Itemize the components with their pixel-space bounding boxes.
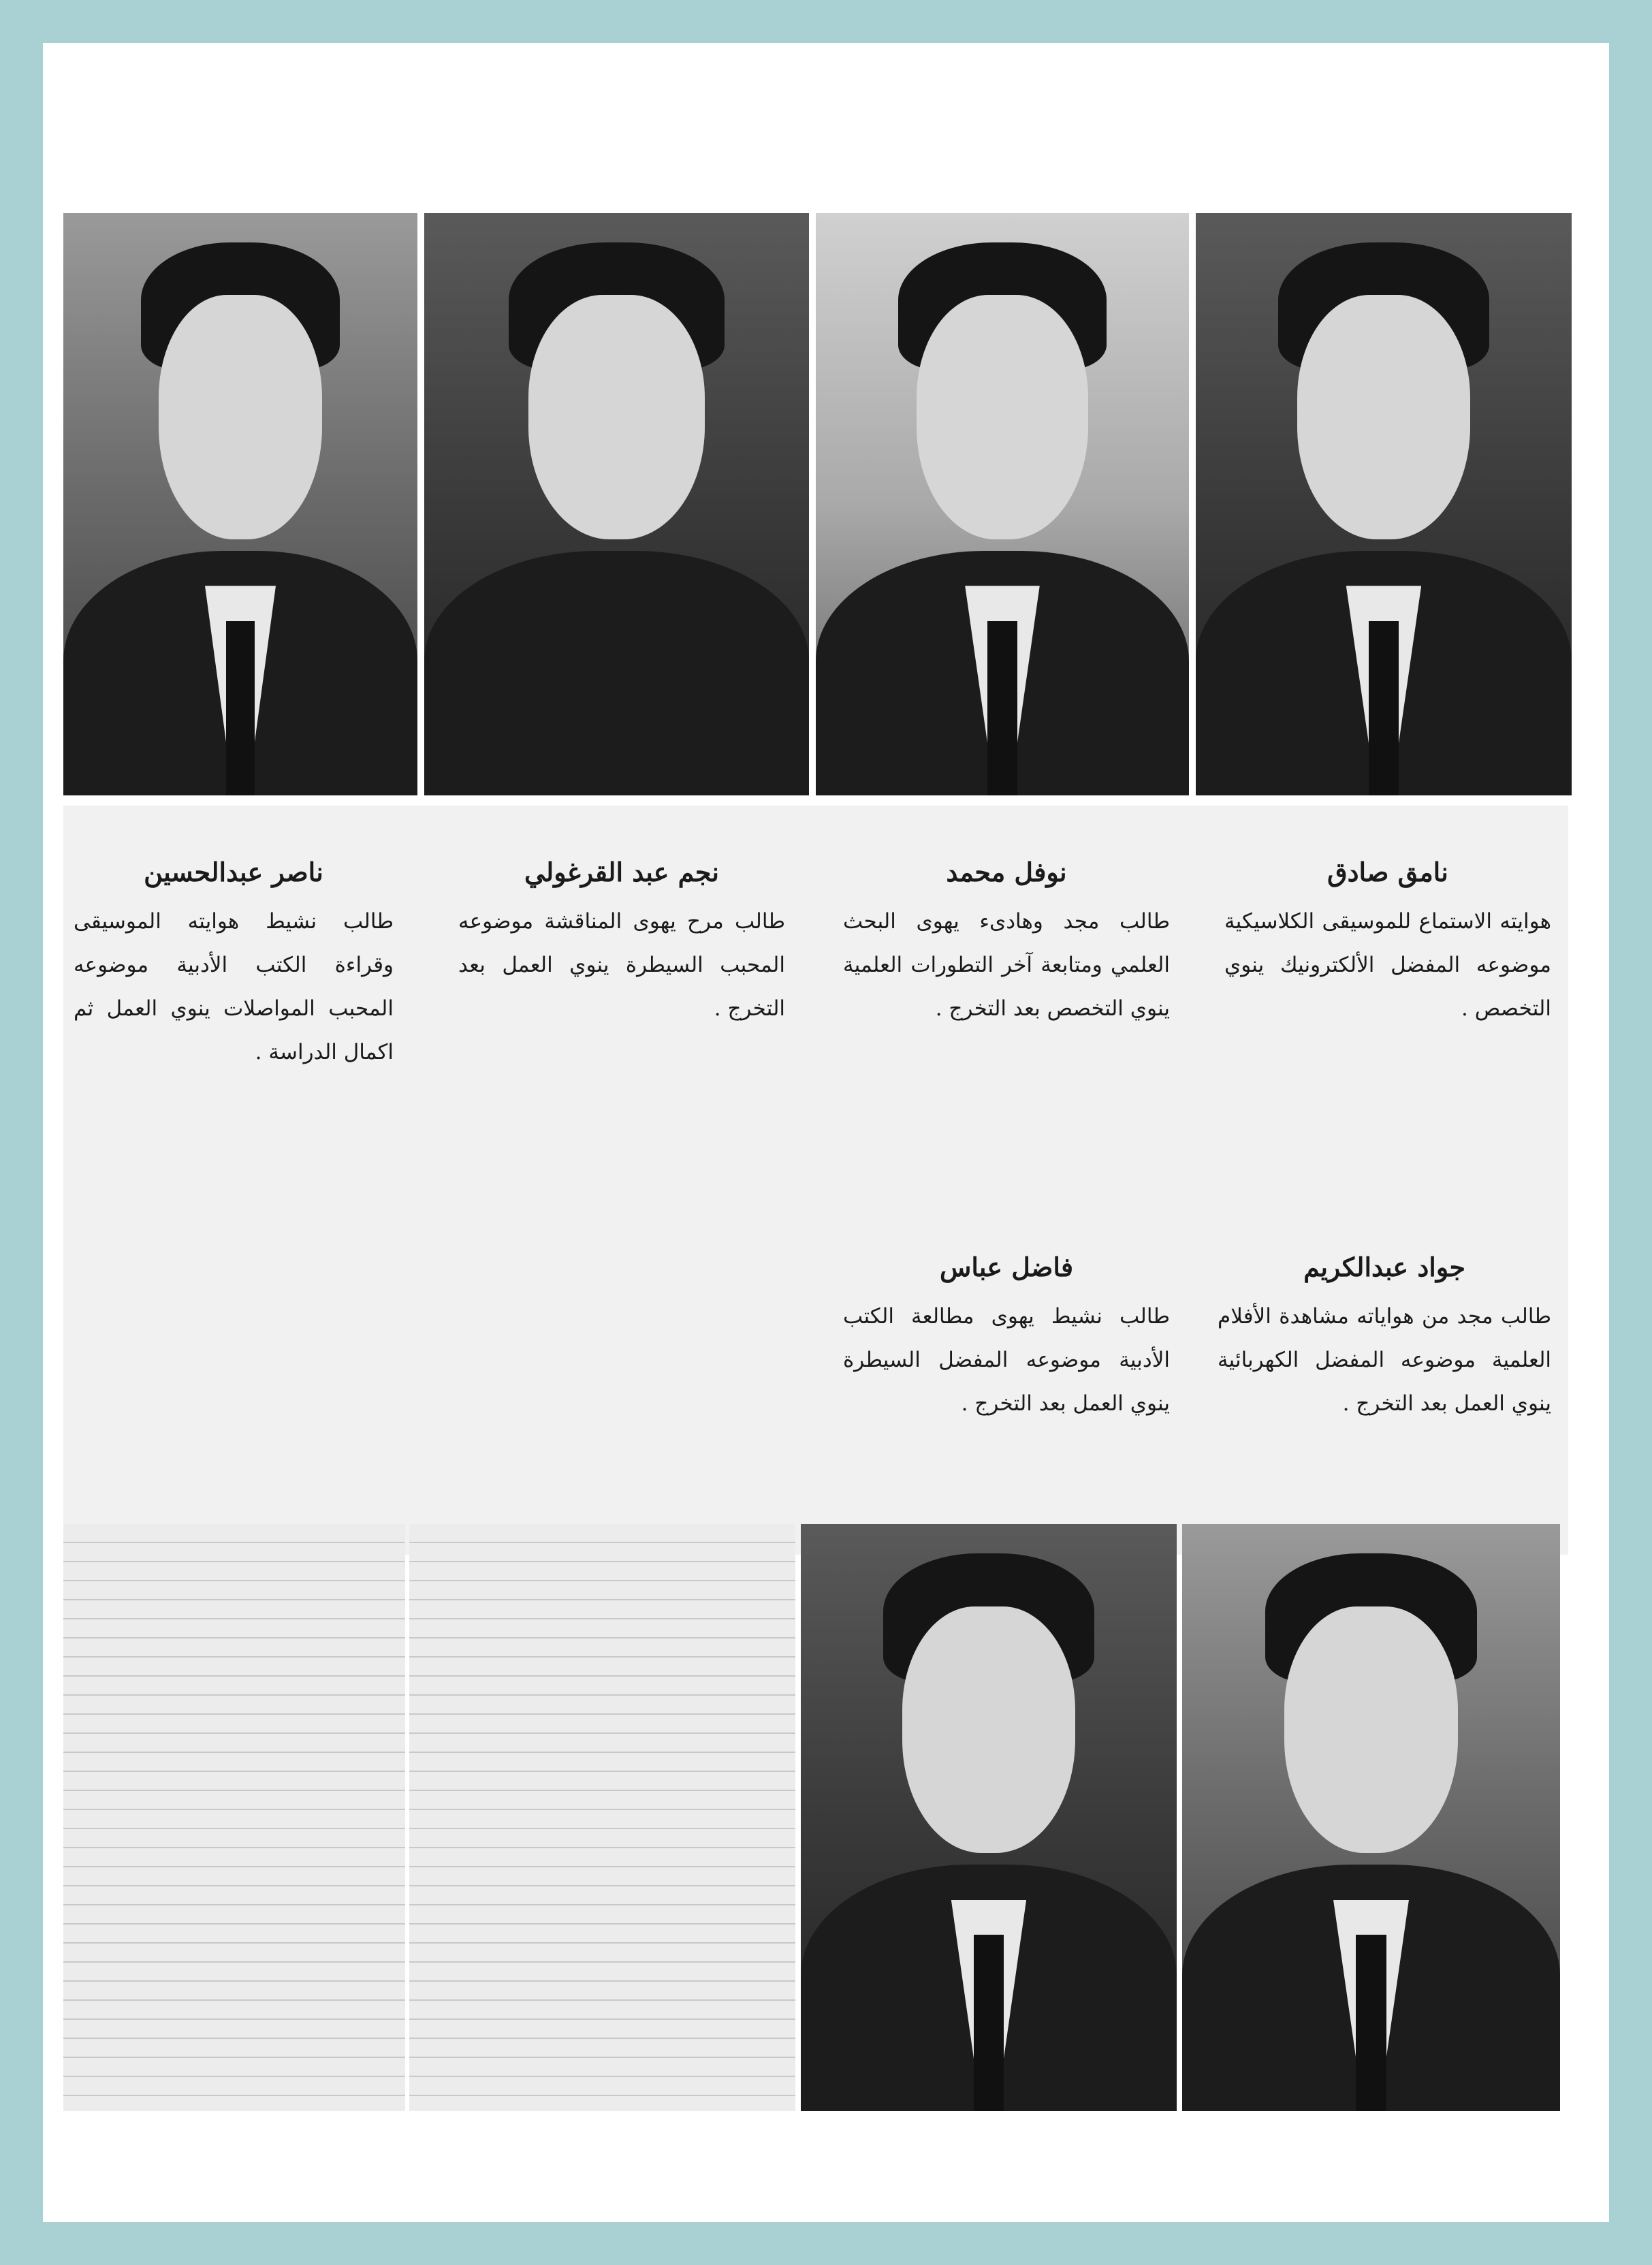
student-name: نجم عبد القرغولي xyxy=(524,857,720,887)
caption-naser xyxy=(74,857,394,1074)
yearbook-page xyxy=(43,43,1609,2222)
student-description: طالب نشيط يهوى مطالعة الكتب الأدبية موضوعه المفضل السيطرة ينوي العمل بعد التخرج . xyxy=(843,1304,1170,1416)
student-name: ناصر عبدالحسين xyxy=(144,857,323,887)
portrait-photo-jawad xyxy=(1182,1524,1560,2111)
caption-namiq xyxy=(1224,857,1551,1030)
student-description: طالب مرح يهوى المناقشة موضوعه المحبب السيطرة ينوي العمل بعد التخرج . xyxy=(458,909,785,1021)
student-description: طالب مجد من هواياته مشاهدة الأفلام العلمية موضوعه المفضل الكهربائية ينوي العمل بعد التخرج . xyxy=(1218,1304,1551,1416)
empty-photo-slot xyxy=(63,1524,405,2111)
student-description: طالب نشيط هوايته الموسيقى وقراءة الكتب الأدبية موضوعه المحبب المواصلات ينوي العمل ثم اكمال الدراسة . xyxy=(74,909,394,1064)
caption-jawad xyxy=(1218,1252,1551,1425)
empty-photo-slot xyxy=(409,1524,795,2111)
student-name: فاضل عباس xyxy=(939,1252,1074,1282)
student-name: نامق صادق xyxy=(1327,857,1448,887)
student-description: هوايته الاستماع للموسيقى الكلاسيكية موضوعه المفضل الألكترونيك ينوي التخصص . xyxy=(1224,909,1551,1021)
caption-fadhil xyxy=(843,1252,1170,1425)
portrait-photo-najm xyxy=(424,213,809,795)
portrait-photo-fadhil xyxy=(801,1524,1177,2111)
caption-nawfal xyxy=(843,857,1170,1030)
portrait-photo-namiq xyxy=(1196,213,1572,795)
student-name: جواد عبدالكريم xyxy=(1303,1252,1465,1282)
student-description: طالب مجد وهادىء يهوى البحث العلمي ومتابعة آخر التطورات العلمية ينوي التخصص بعد التخرج . xyxy=(843,909,1170,1021)
caption-najm xyxy=(458,857,785,1030)
portrait-photo-naser xyxy=(63,213,417,795)
portrait-photo-nawfal xyxy=(816,213,1189,795)
student-name: نوفل محمد xyxy=(946,857,1067,887)
